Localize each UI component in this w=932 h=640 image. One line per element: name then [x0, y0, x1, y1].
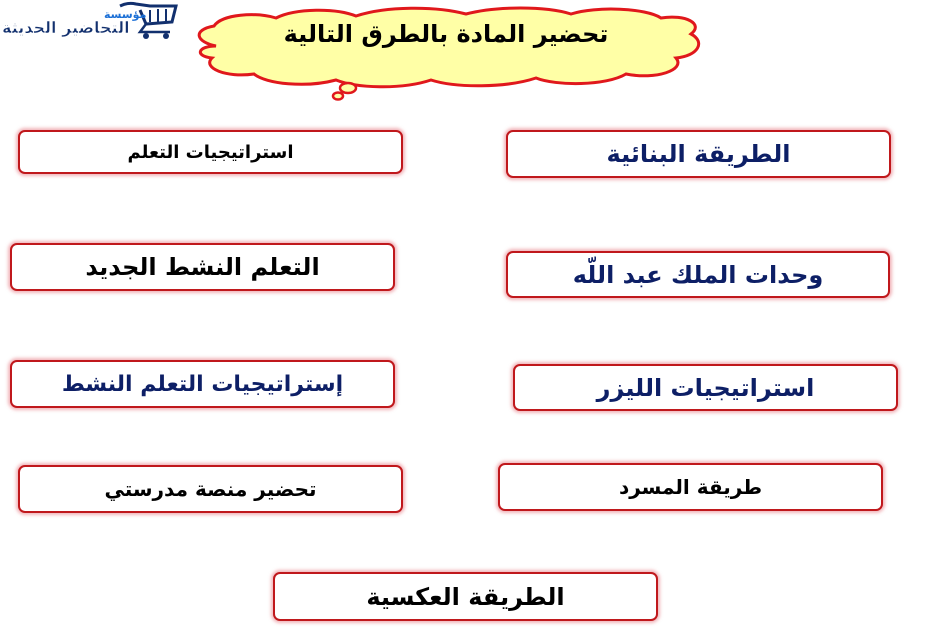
method-madrasati-platform[interactable]: تحضير منصة مدرستي [18, 465, 403, 513]
logo [0, 0, 186, 44]
method-new-active-learning[interactable]: التعلم النشط الجديد [10, 243, 395, 291]
title-cloud [186, 6, 706, 106]
method-reverse[interactable]: الطريقة العكسية [273, 572, 658, 621]
method-constructivist[interactable]: الطريقة البنائية [506, 130, 891, 178]
method-learning-strategies[interactable]: استراتيجيات التعلم [18, 130, 403, 174]
method-laser-strategies[interactable]: استراتيجيات الليزر [513, 364, 898, 411]
logo-subtitle: مؤسسة [104, 8, 147, 21]
method-glossary[interactable]: طريقة المسرد [498, 463, 883, 511]
logo-name: التحاضير الحديثة [2, 18, 130, 37]
page-title: تحضير المادة بالطرق التالية [283, 20, 609, 48]
method-active-learning-strategies[interactable]: إستراتيجيات التعلم النشط [10, 360, 395, 408]
method-king-abdullah-units[interactable]: وحدات الملك عبد اللّه [506, 251, 890, 298]
